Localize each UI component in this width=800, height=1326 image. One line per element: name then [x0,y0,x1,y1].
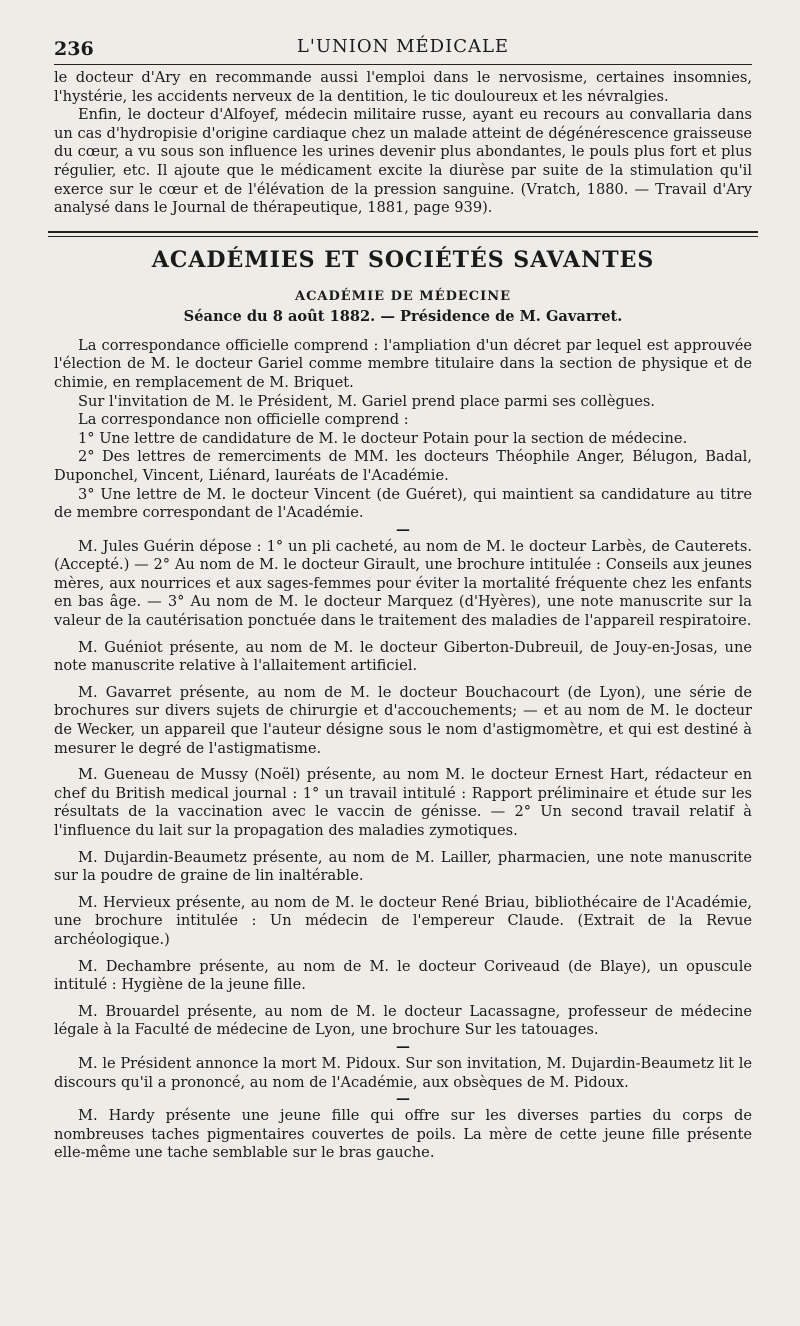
section-divider [48,231,758,237]
paragraph: Sur l'invitation de M. le Président, M. Gariel prend place parmi ses collègues. [78,392,655,410]
paragraph: M. Hervieux présente, au nom de M. le docteur René Briau, bibliothécaire de l'Académie, une brochure intitulée : Un médecin de l'empereur Claude. (Extrait de la Revue archéologique.) [54,893,752,948]
paragraph: le docteur d'Ary en recommande aussi l'emploi dans le nervosisme, certaines insomnies, l'hystérie, les accidents nerveux de la dentition, le tic douloureux et les névralgies. [54,69,752,105]
separator-dash: — [396,1091,410,1108]
paragraph: M. Jules Guérin dépose : 1° un pli cacheté, au nom de M. le docteur Larbès, de Cauterets. (Accepté.) — 2° Au nom de M. le docteur Girault, une brochure intitulée : Conseils aux jeunes mères, aux nourrices et aux sages-femmes pour éviter la mortalité fréquente chez les enfants en bas âge. — 3° Au nom de M. le docteur Marquez (d'Hyères), une note manuscrite sur la valeur de la cautérisation ponctuée dans le traitement des maladies de l'appareil respiratoire. [54,537,752,630]
list-item: 2° Des lettres de remerciments de MM. les docteurs Théophile Anger, Bélugon, Badal, Duponchel, Vincent, Liénard, lauréats de l'Académie. [54,448,752,484]
paragraph: M. Gavarret présente, au nom de M. le docteur Bouchacourt (de Lyon), une série de brochures sur divers sujets de chirurgie et d'accouchements; — et au nom de M. le docteur de Wecker, un appareil que l'auteur désigne sous le nom d'astigmomètre, et qui est destiné à mesurer le degré de l'astigmatisme. [54,683,752,757]
paragraph: La correspondance officielle comprend : l'ampliation d'un décret par lequel est approuvée l'élection de M. le docteur Gariel comme membre titulaire dans la section de physique et de chimie, en remplacement de M. Briquet. [54,336,752,391]
paragraph: M. Brouardel présente, au nom de M. le docteur Lacassagne, professeur de médecine légale à la Faculté de médecine de Lyon, une brochure Sur les tatouages. [54,1002,752,1039]
paragraph: M. Gueneau de Mussy (Noël) présente, au nom M. le docteur Ernest Hart, rédacteur en chef du British medical journal : 1° un travail intitulé : Rapport préliminaire et étude sur les résultats de la vaccination avec le vaccin de génisse. — 2° Un second travail relatif à l'influence du lait sur la propagation des maladies zymotiques. [54,766,752,839]
paragraph: M. Dujardin-Beaumetz présente, au nom de M. Lailler, pharmacien, une note manuscrite sur la poudre de graine de lin inaltérable. [54,848,752,885]
journal-title: L'UNION MÉDICALE [296,36,510,57]
paragraph: M. Hardy présente une jeune fille qui offre sur les diverses parties du corps de nombreuses taches pigmentaires couvertes de poils. La mère de cette jeune fille présente elle-même une tache semblable sur le bras gauche. [54,1107,752,1162]
paragraph: M. Guéniot présente, au nom de M. le docteur Giberton-Dubreuil, de Jouy-en-Josas, une note manuscrite relative à l'allaitement artificiel. [54,638,752,675]
separator-dash: — [396,1038,410,1055]
paragraph: La correspondance non officielle comprend : [78,411,409,429]
list-item: 1° Une lettre de candidature de M. le docteur Potain pour la section de médecine. [78,429,688,447]
subsection-title: ACADÉMIE DE MÉDECINE [294,288,511,304]
page-number: 236 [54,38,94,60]
list-item: 3° Une lettre de M. le docteur Vincent (de Guéret), qui maintient sa candidature au titre de membre correspondant de l'Académie. [54,485,752,522]
paragraph: Enfin, le docteur d'Alfoyef, médecin militaire russe, ayant eu recours au convallaria dans un cas d'hydropisie d'origine cardiaque chez un malade atteint de dégénérescence graisseuse du cœur, a vu sous son influence les urines devenir plus abondantes, le pouls plus fort et plus régulier, etc. Il ajoute que le médicament excite la diurèse par suite de la stimulation qu'il exerce sur le cœur et de l'élévation de la pression sanguine. (Vratch, 1880. — Travail d'Ary analysé dans le Journal de thérapeutique, 1881, page 939). [54,106,752,217]
paragraph: M. le Président annonce la mort M. Pidoux. Sur son invitation, M. Dujardin-Beaumetz lit le discours qu'il a prononcé, au nom de l'Académie, aux obsèques de M. Pidoux. [54,1054,752,1091]
running-header [54,30,752,64]
section-title: ACADÉMIES ET SOCIÉTÉS SAVANTES [151,246,655,273]
header-rule [54,64,752,65]
paragraph: M. Dechambre présente, au nom de M. le docteur Coriveaud (de Blaye), un opuscule intitulé : Hygiène de la jeune fille. [54,957,752,994]
session-heading: Séance du 8 août 1882. — Présidence de M. Gavarret. [183,307,623,325]
separator-dash: — [396,521,410,538]
